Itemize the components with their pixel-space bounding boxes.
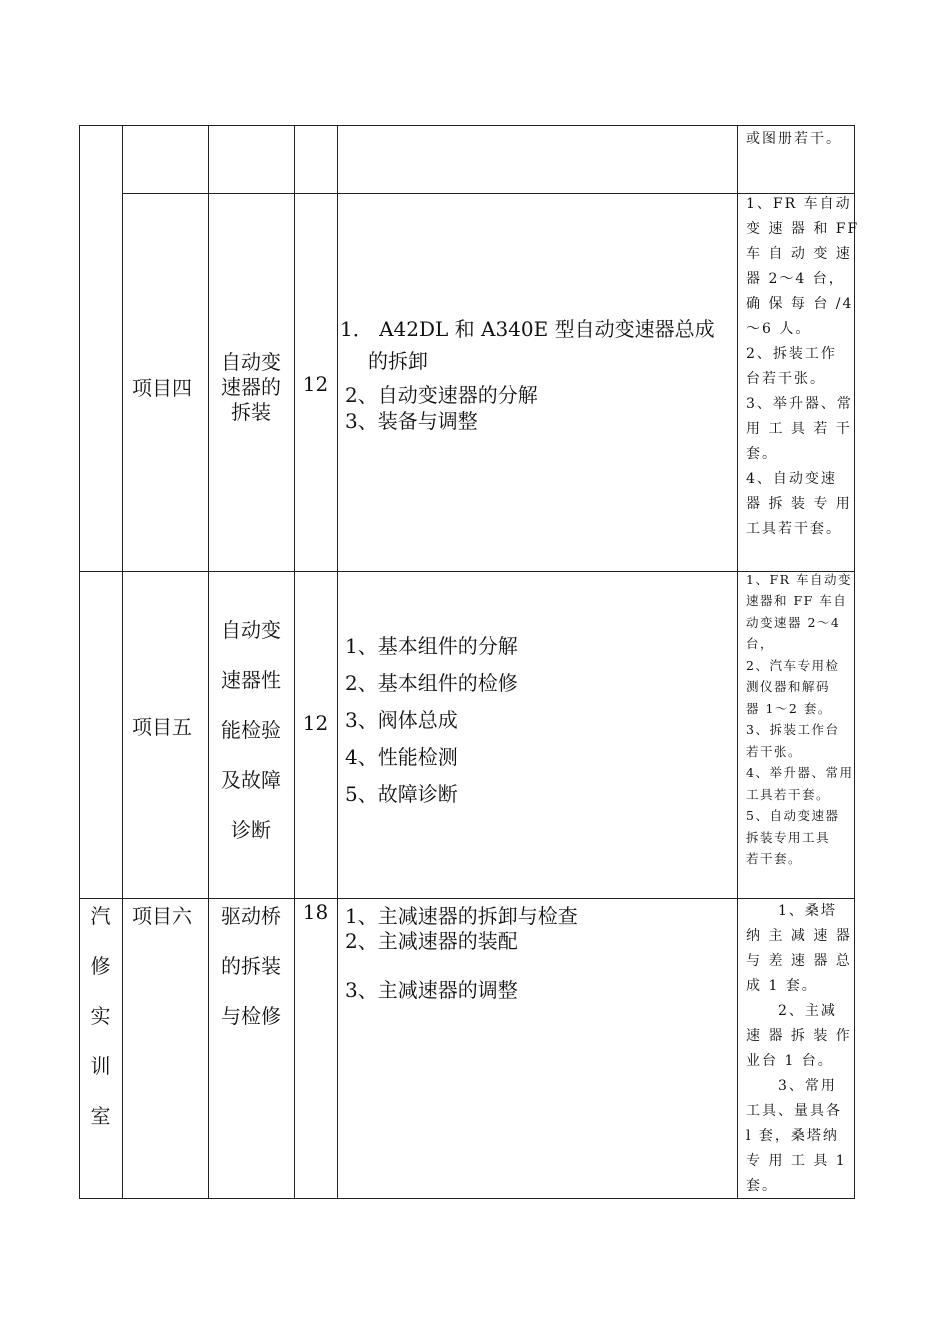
equipment-line: 若干张。 (746, 744, 803, 759)
equipment-line: 工具若干套。 (746, 787, 831, 802)
project-name-line: 驱动桥 (221, 904, 281, 928)
content-line: 2、主减速器的装配 (345, 929, 518, 953)
equipment-line: 速器和 FF 车自 (746, 593, 848, 608)
room-label-char: 汽 (90, 904, 111, 928)
equipment-line: 若干套。 (746, 851, 803, 866)
class-hours: 18 (302, 900, 329, 924)
equipment-line: 4、举升器、常用 (746, 765, 854, 780)
project-label: 项目五 (132, 715, 192, 739)
column-divider (737, 125, 738, 1199)
content-line: 1、基本组件的分解 (345, 634, 518, 658)
equipment-line: 速 器 拆 装 作 (746, 1028, 852, 1044)
content-line: 2、基本组件的检修 (345, 671, 518, 695)
equipment-line: 2、汽车专用检 (746, 658, 840, 673)
project-name-line: 能检验 (221, 718, 281, 742)
project-name-line: 自动变 (221, 350, 281, 374)
project-name-line: 与检修 (221, 1004, 281, 1028)
project-name-line: 诊断 (231, 818, 271, 842)
content-line: 1、主减速器的拆卸与检查 (345, 904, 578, 928)
equipment-line: 套。 (746, 1178, 778, 1194)
equipment-line: 车 自 动 变 速 (746, 246, 852, 262)
column-divider (337, 125, 338, 1199)
column-divider (294, 125, 295, 1199)
content-line: 3、阀体总成 (345, 708, 458, 732)
equipment-line: 3、拆装工作台 (746, 722, 840, 737)
table-border-top (79, 125, 855, 126)
content-line: 4、性能检测 (345, 745, 458, 769)
equipment-line: 或图册若干。 (746, 131, 842, 147)
equipment-line: 4、自动变速 (746, 471, 837, 487)
equipment-line: 3、举升器、常 (746, 396, 853, 412)
project-name-line: 的拆装 (221, 954, 281, 978)
project-name-line: 自动变 (221, 618, 281, 642)
equipment-line: 测仪器和解码 (746, 679, 831, 694)
column-divider (122, 125, 123, 1199)
content-line: 2、自动变速器的分解 (345, 383, 538, 407)
equipment-line: l 套，桑塔纳 (746, 1128, 839, 1144)
equipment-line: 确 保 每 台 /4 (746, 296, 854, 312)
project-name-line: 速器的 (221, 375, 281, 399)
room-label-char: 修 (90, 954, 111, 978)
content-line: 1． A42DL 和 A340E 型自动变速器总成 (340, 317, 715, 341)
equipment-line: 工具、量具各 (746, 1103, 842, 1119)
equipment-line: ～6 人。 (746, 321, 812, 337)
project-name-line: 拆装 (231, 400, 271, 424)
content-line: 3、装备与调整 (345, 409, 478, 433)
content-line: 3、主减速器的调整 (345, 978, 518, 1002)
column-divider (208, 125, 209, 1199)
equipment-line: 套。 (746, 446, 778, 462)
equipment-line: 5、自动变速器 (746, 808, 840, 823)
equipment-line: 拆装专用工具 (746, 830, 831, 845)
room-label-char: 室 (90, 1104, 111, 1128)
class-hours: 12 (302, 372, 329, 396)
equipment-line: 2、主减 (778, 1003, 837, 1019)
equipment-line: 动变速器 2～4 (746, 615, 841, 630)
equipment-line: 业台 1 台。 (746, 1053, 834, 1069)
equipment-line: 工具若干套。 (746, 521, 842, 537)
row-divider (79, 898, 855, 899)
equipment-line: 器 拆 装 专 用 (746, 496, 852, 512)
equipment-line: 成 1 套。 (746, 978, 818, 994)
content-line: 的拆卸 (368, 349, 428, 373)
equipment-line: 器 2～4 台， (746, 271, 845, 287)
equipment-line: 用 工 具 若 干 (746, 421, 852, 437)
equipment-line: 2、拆装工作 (746, 346, 837, 362)
project-name-line: 及故障 (221, 768, 281, 792)
equipment-line: 台， (746, 636, 775, 651)
table-border-right (854, 125, 855, 1199)
equipment-line: 与 差 速 器 总 (746, 953, 852, 969)
room-label-char: 实 (90, 1004, 111, 1028)
equipment-line: 台若干张。 (746, 371, 826, 387)
project-label: 项目六 (132, 904, 192, 928)
content-line: 5、故障诊断 (345, 782, 458, 806)
equipment-line: 变 速 器 和 FF (746, 221, 860, 237)
project-label: 项目四 (132, 376, 192, 400)
equipment-line: 1、FR 车自动 (746, 196, 852, 212)
equipment-line: 3、常用 (778, 1078, 837, 1094)
equipment-line: 1、桑塔 (778, 903, 837, 919)
equipment-line: 纳 主 减 速 器 (746, 928, 852, 944)
equipment-line: 专 用 工 具 1 (746, 1153, 847, 1169)
class-hours: 12 (302, 711, 329, 735)
table-border-bottom (79, 1198, 855, 1199)
equipment-line: 1、FR 车自动变 (746, 572, 853, 587)
table-border-left (79, 125, 80, 1199)
room-label-char: 训 (90, 1054, 111, 1078)
row-divider (79, 571, 855, 572)
project-name-line: 速器性 (221, 668, 281, 692)
equipment-line: 器 1～2 套。 (746, 701, 832, 716)
